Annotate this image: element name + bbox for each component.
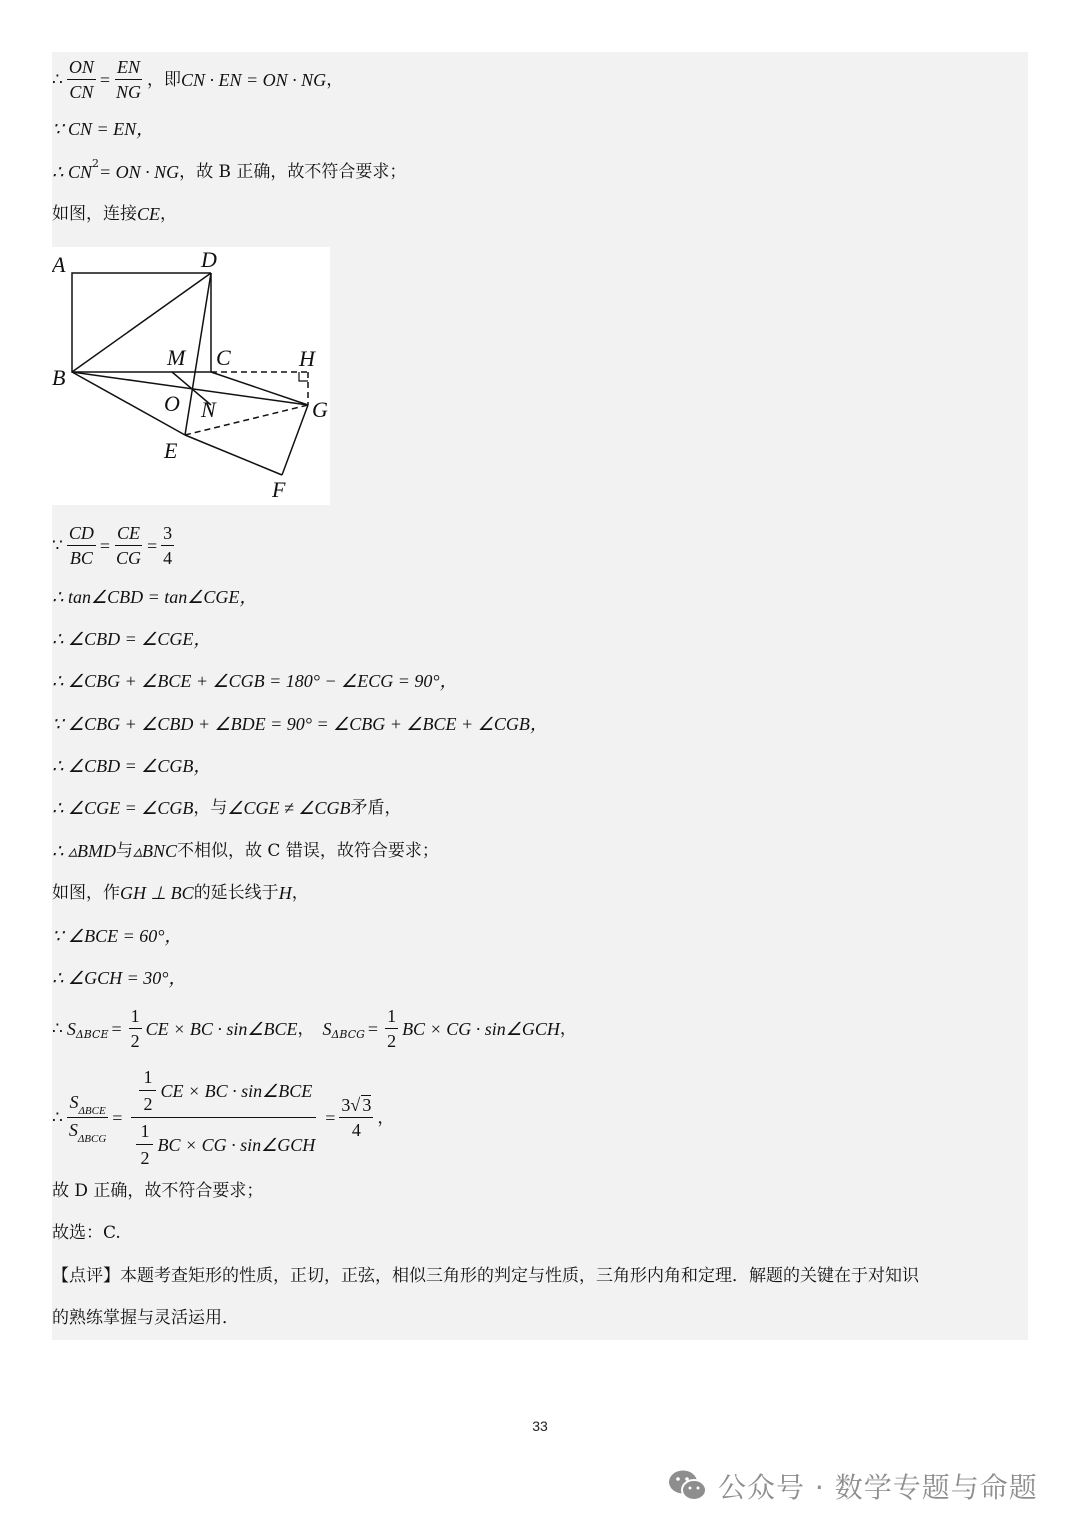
line-10: ∴ ∠CBD = ∠CGB， xyxy=(52,756,212,776)
line-9: ∵ ∠CBG + ∠CBD + ∠BDE = 90° = ∠CBG + ∠BCE + ∠CGB， xyxy=(52,714,548,734)
line-14: ∵ ∠BCE = 60°， xyxy=(52,926,183,946)
geometry-diagram-svg xyxy=(52,247,330,505)
label-M: M xyxy=(167,345,186,370)
label-G: G xyxy=(312,397,328,422)
label-B: B xyxy=(52,365,66,390)
label-C: C xyxy=(216,345,231,370)
line-7: ∴ ∠CBD = ∠CGE， xyxy=(52,629,212,649)
line-11: ∴ ∠CGE = ∠CGB ，与 ∠CGE ≠ ∠CGB 矛盾， xyxy=(52,798,402,818)
fraction-en-ng: $\frac{EN}{NG}$ xyxy=(116,57,142,102)
label-N: N xyxy=(201,397,216,422)
line-4: 如图，连接 CE ， xyxy=(52,204,178,224)
watermark: 公众号 · 数学专题与命题 xyxy=(668,1466,1038,1506)
line-12: ∴ ▵BMD 与 ▵BNC 不相似，故 C 错误，故符合要求； xyxy=(52,841,439,861)
line-1: ∴ $\frac{ON}{CN}$ = $\frac{EN}{NG}$ ，即 CN · EN = ON · NG ， xyxy=(52,57,344,102)
line-6: ∴ tan∠CBD = tan∠CGE， xyxy=(52,587,258,607)
label-F: F xyxy=(272,477,286,502)
line-5: ∵ $\frac{CD}{BC}$ = $\frac{CE}{CG}$ = $\frac{3}{4}$ xyxy=(52,523,173,568)
line-16: ∴ S ΔBCE = $\frac{1}{2}$ CE × BC · sin∠BCE ， S ΔBCG = $\frac{1}{2}$ BC × CG · sin∠GCH ， xyxy=(52,1006,577,1051)
area-ratio-fraction: $\frac{1}{2}$ CE × BC · sin∠BCE $\frac{1}{2}$ BC × CG · sin∠GCH xyxy=(128,1066,319,1169)
line-15: ∴ ∠GCH = 30°， xyxy=(52,968,187,988)
comment-line-1: 【点评】本题考查矩形的性质，正切，正弦，相似三角形的判定与性质，三角形内角和定理．解题的关键在于对知识 xyxy=(52,1266,919,1286)
line-2: ∵ CN = EN， xyxy=(52,119,155,139)
geometry-figure xyxy=(52,247,330,505)
label-H: H xyxy=(299,346,315,371)
page-number: 33 xyxy=(532,1418,548,1434)
line-17: ∴ $\frac{S_{\Delta BCE}}{S_{\Delta BCG}}$ = $\frac{1}{2}$ CE × BC · sin∠BCE $\frac{1}{2}$ BC × CG · sin∠GCH = $\frac{3√ 3}{4}$ ， xyxy=(52,1067,395,1168)
therefore-symbol: ∴ xyxy=(52,69,63,90)
comment-line-2: 的熟练掌握与灵活运用． xyxy=(52,1308,239,1328)
line-3: ∴ CN 2 = ON · NG ，故 B 正确，故不符合要求； xyxy=(52,157,407,182)
label-E: E xyxy=(164,438,178,463)
label-O: O xyxy=(164,391,180,416)
line-19: 故选：C. xyxy=(52,1223,121,1243)
wechat-icon xyxy=(668,1469,708,1503)
line-8: ∴ ∠CBG + ∠BCE + ∠CGB = 180° − ∠ECG = 90°， xyxy=(52,671,458,691)
label-A: A xyxy=(52,252,66,277)
line-18: 故 D 正确，故不符合要求； xyxy=(52,1181,264,1201)
fraction-on-cn: $\frac{ON}{CN}$ xyxy=(68,57,94,102)
line-13: 如图，作 GH ⊥ BC 的延长线于 H ， xyxy=(52,883,309,903)
label-D: D xyxy=(201,247,217,272)
